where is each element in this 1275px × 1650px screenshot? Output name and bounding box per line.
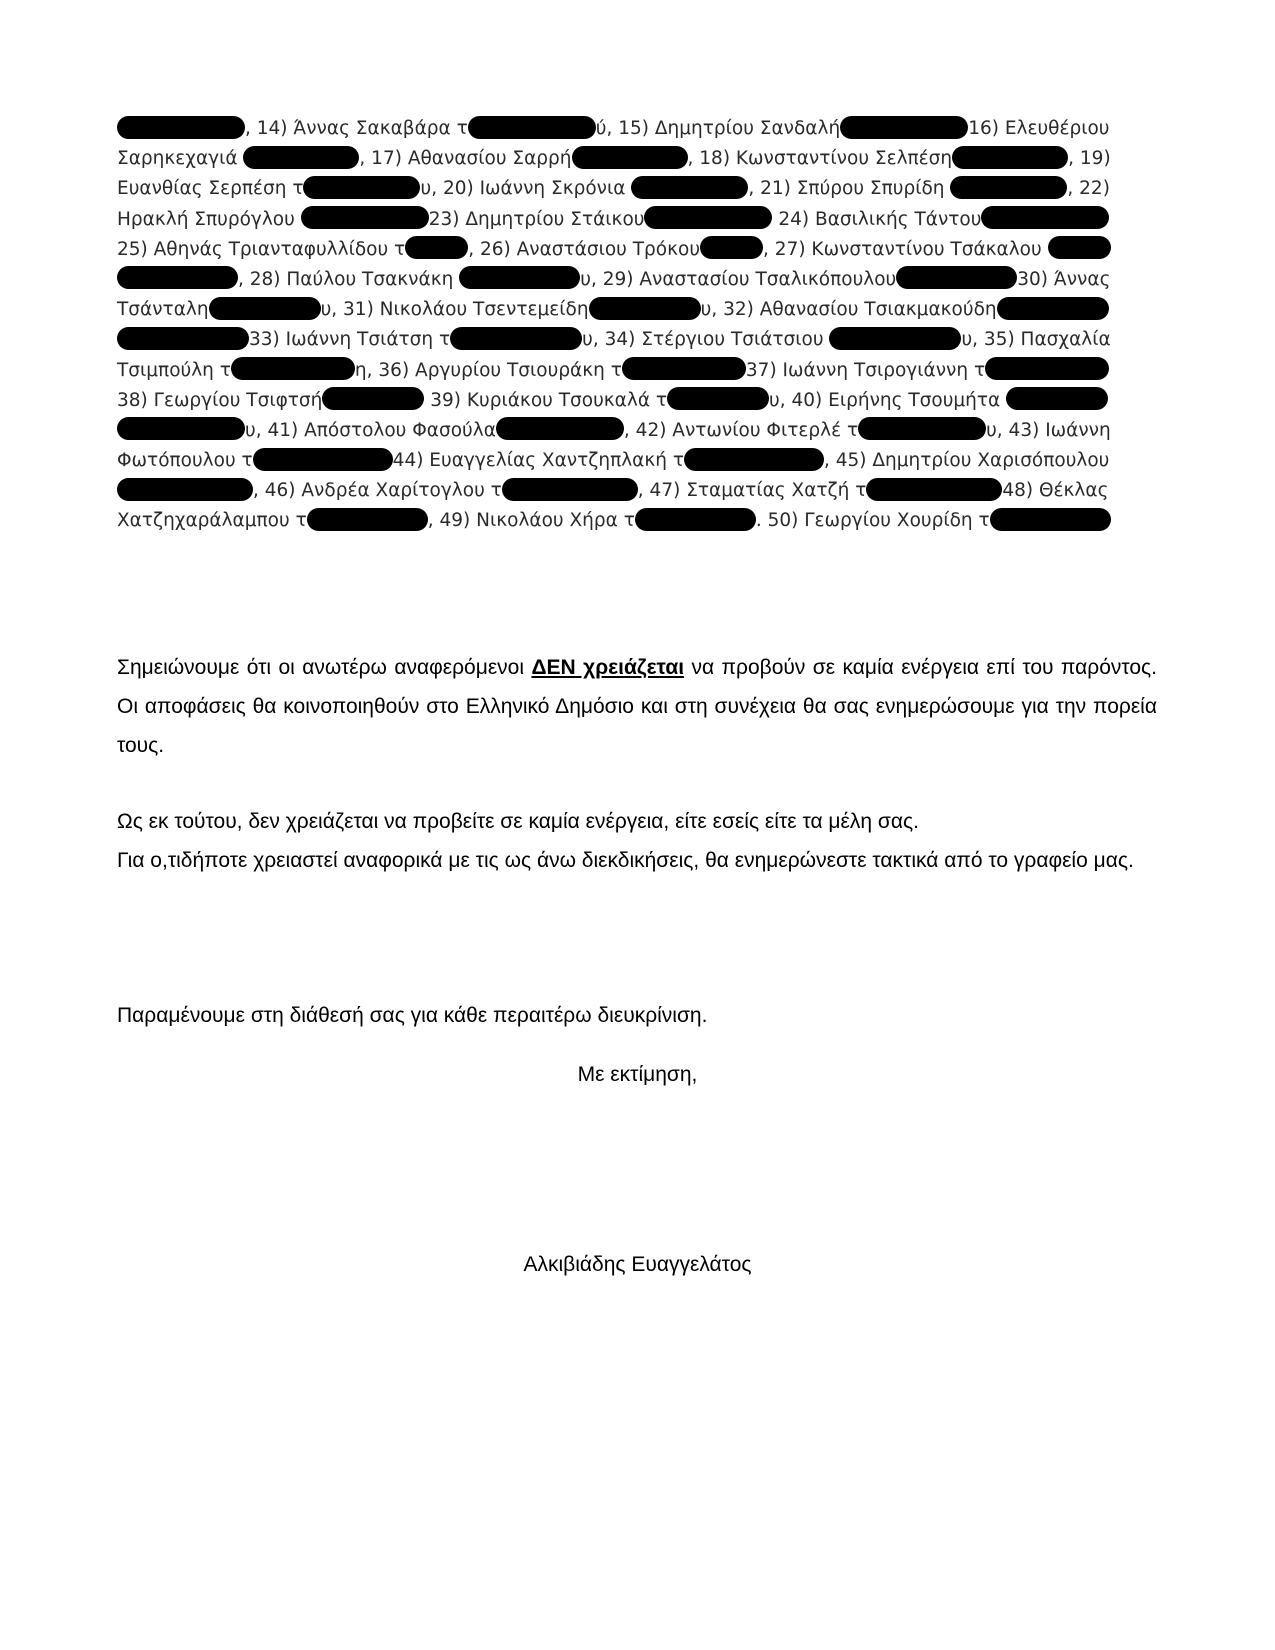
redaction-bar (450, 327, 582, 350)
redaction-bar (589, 297, 701, 320)
names-line (117, 386, 1117, 416)
names-text: υ, 35) Πασχαλία (961, 329, 1111, 351)
names-text: υ, 41) Απόστολου Φασούλα (245, 419, 496, 441)
names-text: Τσιμπούλη τ (117, 359, 231, 381)
names-text: Τσάνταλη (117, 299, 209, 321)
redaction-bar (667, 387, 769, 410)
names-text: η, 36) Αργυρίου Τσιουράκη τ (354, 359, 622, 381)
names-text: Σαρηκεχαγιά (117, 148, 244, 170)
redaction-bar (631, 176, 748, 199)
redaction-bar (496, 417, 624, 440)
names-text: , 22) (1067, 178, 1110, 200)
names-line (117, 295, 1117, 325)
redaction-bar (243, 146, 359, 169)
names-text: 44) Ευαγγελίας Χαντζηπλακή τ (392, 450, 684, 472)
redaction-bar (253, 448, 393, 471)
names-text: 24) Βασιλικής Τάντου (772, 208, 982, 230)
signature-name: Αλκιβιάδης Ευαγγελάτος (523, 1253, 752, 1276)
redaction-bar (622, 357, 746, 380)
updates-sentence: Για ο,τιδήποτε χρειαστεί αναφορικά με τις ως άνω διεκδικήσεις, θα ενημερώνεστε τακτικά από το γραφείο μας. (117, 849, 1134, 872)
notice-text-start: Σημειώνουμε ότι οι ανωτέρω αναφερόμενοι (117, 656, 532, 679)
names-text: , 21) Σπύρου Σπυρίδη (748, 178, 951, 200)
redaction-bar (405, 236, 468, 259)
names-text: Ηρακλή Σπυρόγλου (117, 208, 301, 230)
names-text: Χατζηχαράλαμπου τ (117, 510, 307, 532)
names-text: υ, 32) Αθανασίου Τσιακμακούδη (700, 299, 997, 321)
names-text: Ευανθίας Σερπέση τ (117, 178, 304, 200)
names-text: 16) Ελευθέριου (968, 118, 1110, 139)
redaction-bar (307, 508, 428, 531)
redaction-bar (468, 116, 596, 139)
names-line (117, 205, 1117, 235)
redaction-bar (117, 417, 245, 440)
emphasis-not-required: ΔΕΝ χρειάζεται (531, 656, 685, 679)
names-text: υ, 40) Ειρήνης Τσουμήτα (769, 389, 1007, 411)
names-text: , 17) Αθανασίου Σαρρή (359, 148, 572, 170)
names-text: υ, 31) Νικολάου Τσεντεμείδη (320, 299, 589, 321)
redaction-bar (684, 448, 824, 471)
names-line (117, 416, 1117, 446)
names-text: υ, 20) Ιωάννη Σκρόνια (420, 178, 632, 200)
names-text: . 50) Γεωργίου Χουρίδη τ (755, 510, 990, 532)
names-text: , 27) Κωνσταντίνου Τσάκαλου (763, 238, 1048, 260)
redaction-bar (303, 176, 420, 199)
no-action-sentence: Ως εκ τούτου, δεν χρειάζεται να προβείτε σε καμία ενέργεια, είτε εσείς είτε τα μέλη σας. (117, 810, 919, 833)
redaction-bar (840, 116, 968, 139)
redaction-bar (858, 417, 986, 440)
names-text: , 47) Σταματίας Χατζή τ (637, 480, 867, 502)
names-text: υ, 34) Στέργιου Τσιάτσιου (582, 329, 830, 351)
redaction-bar (1006, 387, 1108, 410)
names-text: , 49) Νικολάου Χήρα τ (427, 510, 635, 532)
redaction-bar (117, 478, 253, 501)
redaction-bar (301, 206, 429, 229)
redaction-bar (231, 357, 355, 380)
names-text: υ, 29) Αναστασίου Τσαλικόπουλου (580, 268, 897, 290)
redaction-bar (117, 327, 249, 350)
names-line (117, 235, 1117, 265)
redacted-names-list (117, 114, 1117, 537)
redaction-bar (950, 176, 1067, 199)
names-text: 39) Κυριάκου Τσουκαλά τ (424, 389, 668, 411)
redaction-bar (700, 236, 763, 259)
names-text: , 26) Αναστάσιου Τρόκου (468, 238, 701, 260)
names-text: 23) Δημητρίου Στάικου (428, 208, 645, 230)
names-line (117, 114, 1117, 144)
redaction-bar (572, 146, 688, 169)
names-line (117, 506, 1117, 536)
names-text: ύ, 15) Δημητρίου Σανδαλή (595, 118, 841, 139)
redaction-bar (985, 357, 1109, 380)
names-line (117, 476, 1117, 506)
names-text: , 19) (1068, 148, 1111, 170)
names-line (117, 174, 1117, 204)
names-text: , 28) Παύλου Τσακνάκη (238, 268, 460, 290)
names-text: Φωτόπουλου τ (117, 450, 253, 472)
notice-paragraph (117, 648, 1157, 765)
names-line (117, 356, 1117, 386)
closing-salutation: Με εκτίμηση, (577, 1063, 698, 1086)
redaction-bar (866, 478, 1002, 501)
names-text: υ, 43) Ιωάννη (986, 419, 1111, 441)
redaction-bar (981, 206, 1109, 229)
redaction-bar (635, 508, 756, 531)
names-text: 48) Θέκλας (1002, 480, 1109, 502)
names-line (117, 446, 1117, 476)
redaction-bar (896, 266, 1017, 289)
names-text: , 45) Δημητρίου Χαρισόπουλου (824, 450, 1110, 472)
action-paragraph (117, 802, 1157, 880)
redaction-bar (952, 146, 1068, 169)
availability-paragraph: Παραμένουμε στη διάθεσή σας για κάθε περαιτέρω διευκρίνιση. (117, 1004, 708, 1027)
redaction-bar (209, 297, 321, 320)
names-text: , 18) Κωνσταντίνου Σελπέση (687, 148, 953, 170)
notice-text-end: να προβούν σε καμία ενέργεια επί του παρόντος. Οι αποφάσεις θα κοινοποιηθούν στο Ελληνικό Δημόσιο και στη συνέχεια θα σας ενημερώσουμε για την πορεία τους. (117, 656, 1158, 757)
redaction-bar (1048, 236, 1111, 259)
redaction-bar (322, 387, 424, 410)
names-text: , 14) Άννας Σακαβάρα τ (245, 118, 468, 139)
redaction-bar (502, 478, 638, 501)
names-text: 30) Άννας (1017, 268, 1111, 290)
names-text: 25) Αθηνάς Τριανταφυλλίδου τ (117, 238, 406, 260)
names-text: 37) Ιωάννη Τσιρογιάννη τ (745, 359, 986, 381)
names-text: 38) Γεωργίου Τσιφτσή (117, 389, 323, 411)
names-line (117, 325, 1117, 355)
redaction-bar (644, 206, 772, 229)
names-line (117, 144, 1117, 174)
names-line (117, 265, 1117, 295)
redaction-bar (117, 116, 245, 139)
names-text: , 46) Ανδρέα Χαρίτογλου τ (253, 480, 502, 502)
names-text: , 42) Αντωνίου Φιτερλέ τ (623, 419, 859, 441)
redaction-bar (459, 266, 580, 289)
names-text: 33) Ιωάννη Τσιάτση τ (249, 329, 451, 351)
redaction-bar (997, 297, 1109, 320)
redaction-bar (829, 327, 961, 350)
redaction-bar (117, 266, 238, 289)
redaction-bar (990, 508, 1111, 531)
